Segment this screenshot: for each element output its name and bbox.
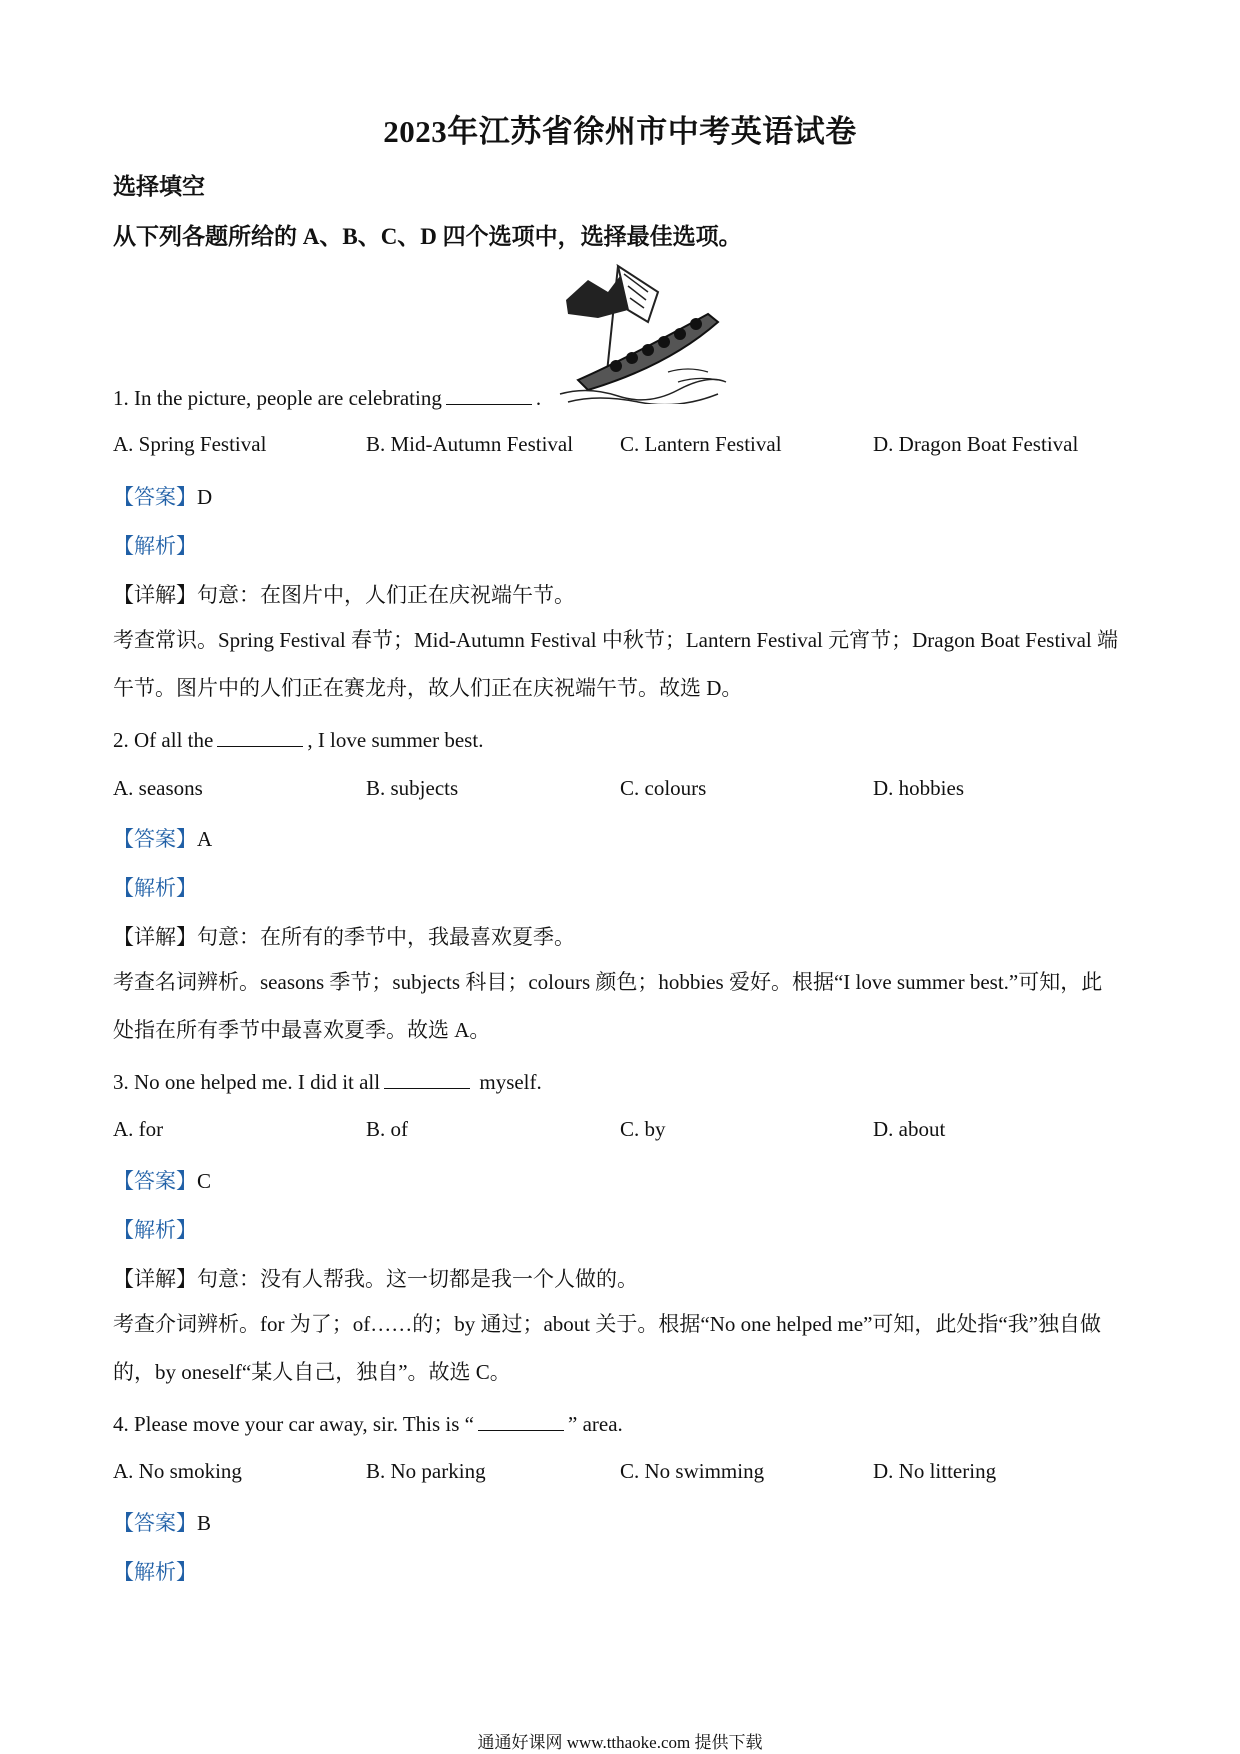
option-b: B. Mid-Autumn Festival [366, 432, 574, 456]
analysis-label: 【解析】 [113, 534, 197, 558]
answer-line [113, 1507, 211, 1537]
answer-blank [384, 1070, 470, 1089]
option-a: A. for [113, 1117, 164, 1141]
option-d: D. hobbies [873, 776, 964, 800]
explanation-text: 考查介词辨析。for 为了；of……的；by 通过；about 关于。根据“No one helped me”可知，此处指“我”独自做的，by oneself“某人自己，独自”。故选 C。 [113, 1312, 1102, 1384]
option-d: D. Dragon Boat Festival [873, 432, 1079, 456]
answer-label: 【答案】 [113, 827, 197, 851]
stem-text: , I love summer best. [307, 728, 484, 752]
question-3-stem [113, 1070, 542, 1095]
detail-text: 【详解】句意：在所有的季节中，我最喜欢夏季。 [113, 925, 575, 949]
option-b: B. subjects [366, 776, 459, 800]
answer-label: 【答案】 [113, 1169, 197, 1193]
option-a: A. Spring Festival [113, 432, 267, 456]
question-4-stem [113, 1412, 623, 1437]
stem-text: myself. [474, 1070, 542, 1094]
answer-line [113, 481, 212, 511]
analysis-label: 【解析】 [113, 876, 197, 900]
answer-value: C [197, 1169, 212, 1193]
explanation-text: 考查常识。Spring Festival 春节；Mid-Autumn Festival 中秋节；Lantern Festival 元宵节；Dragon Boat Festival 端午节。图片中的人们正在赛龙舟，故人们正在庆祝端午节。故选 D。 [113, 628, 1119, 700]
answer-line [113, 1165, 211, 1195]
option-d: D. No littering [873, 1459, 997, 1483]
answer-blank [446, 386, 532, 405]
answer-blank [217, 728, 303, 747]
option-a: A. seasons [113, 776, 203, 800]
option-c: C. colours [620, 776, 707, 800]
detail-text: 【详解】句意：在图片中，人们正在庆祝端午节。 [113, 583, 575, 607]
answer-value: D [197, 485, 213, 509]
stem-text: 3. No one helped me. I did it all [113, 1070, 381, 1094]
question-1-stem [113, 386, 541, 411]
option-b: B. No parking [366, 1459, 486, 1483]
answer-value: B [197, 1511, 212, 1535]
answer-label: 【答案】 [113, 1511, 197, 1535]
analysis-label: 【解析】 [113, 1560, 197, 1584]
stem-text: ” area. [568, 1412, 623, 1436]
detail-text: 【详解】句意：没有人帮我。这一切都是我一个人做的。 [113, 1267, 638, 1291]
instruction-text: 从下列各题所给的 A、B、C、D 四个选项中，选择最佳选项。 [113, 224, 742, 249]
stem-text: 4. Please move your car away, sir. This is “ [113, 1412, 474, 1436]
option-c: C. No swimming [620, 1459, 765, 1483]
section-title: 选择填空 [113, 174, 205, 199]
option-a: A. No smoking [113, 1459, 242, 1483]
exam-title: 2023年江苏省徐州市中考英语试卷 [383, 114, 857, 149]
option-d: D. about [873, 1117, 946, 1141]
answer-blank [478, 1412, 564, 1431]
stem-text: 1. In the picture, people are celebrating [113, 386, 442, 410]
dragon-boat-illustration [558, 262, 728, 404]
answer-value: A [197, 827, 213, 851]
analysis-label: 【解析】 [113, 1218, 197, 1242]
footer-text: 通通好课网 www.tthaoke.com 提供下载 [477, 1733, 763, 1752]
option-c: C. Lantern Festival [620, 432, 782, 456]
question-2-stem [113, 728, 483, 753]
option-c: C. by [620, 1117, 666, 1141]
stem-text: . [535, 386, 542, 410]
stem-text: 2. Of all the [113, 728, 214, 752]
explanation-text: 考查名词辨析。seasons 季节；subjects 科目；colours 颜色；hobbies 爱好。根据“I love summer best.”可知，此处指在所有季节中最喜欢夏季。故选 A。 [113, 970, 1103, 1042]
option-b: B. of [366, 1117, 408, 1141]
answer-label: 【答案】 [113, 485, 197, 509]
answer-line [113, 823, 212, 853]
